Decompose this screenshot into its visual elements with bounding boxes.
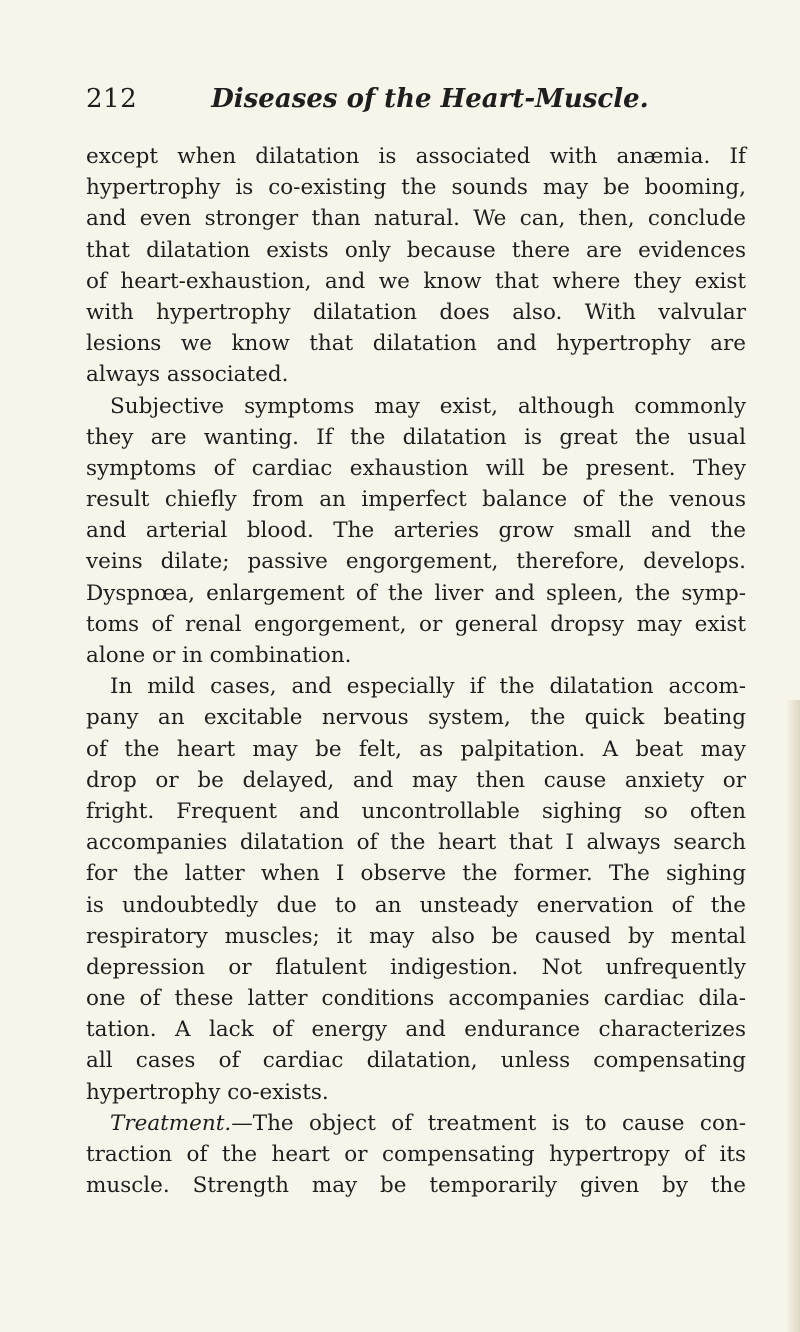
text-line: Subjective symptoms may exist, although commonly [110,393,746,419]
text-line: accompanies dilatation of the heart that I always search [86,830,746,856]
text-line: result chiefly from an imperfect balance of the venous [86,487,746,513]
text-line: and arterial blood. The arteries grow small and the [86,518,746,544]
page-edge-shadow [786,700,800,1332]
text-line: Dyspnœa, enlargement of the liver and spleen, the symp- [86,580,746,606]
text-line: that dilatation exists only because there are evidences [86,237,746,263]
page-number: 212 [86,84,138,114]
text-line: of heart-exhaustion, and we know that where they exist [86,268,746,294]
text-line: drop or be delayed, and may then cause anxiety or [86,767,746,793]
text-line: toms of renal engorgement, or general dropsy may exist [86,611,746,637]
text-line: hypertrophy co-exists. [86,1079,329,1105]
text-line: and even stronger than natural. We can, then, conclude [86,206,746,232]
text-line: one of these latter conditions accompanies cardiac dila- [86,986,746,1012]
text-line: except when dilatation is associated with anæmia. If [86,144,746,169]
text-line: In mild cases, and especially if the dilatation accom- [110,674,746,700]
text-line: tation. A lack of energy and endurance characterizes [86,1017,746,1043]
text-line: fright. Frequent and uncontrollable sighing so often [86,798,746,824]
text-line: pany an excitable nervous system, the quick beating [86,705,746,731]
text-line: for the latter when I observe the former. The sighing [86,861,746,887]
text-line: is undoubtedly due to an unsteady enervation of the [86,892,746,918]
text-line: muscle. Strength may be temporarily given by the [86,1173,746,1199]
text-line-treatment [86,1108,746,1139]
text-line: all cases of cardiac dilatation, unless compensating [86,1048,746,1074]
text-line: symptoms of cardiac exhaustion will be present. They [86,455,746,481]
running-head-title: Diseases of the Heart-Muscle. [211,84,649,114]
text-line: of the heart may be felt, as palpitation. A beat may [86,736,746,762]
treatment-text: —The object of treatment is to cause con- [231,1110,746,1136]
body-text [86,141,746,1201]
text-line: hypertrophy is co-existing the sounds may be booming, [86,175,746,201]
treatment-heading: Treatment. [110,1110,232,1136]
text-line: alone or in combination. [86,643,352,668]
text-line: respiratory muscles; it may also be caused by mental [86,923,746,949]
text-line: veins dilate; passive engorgement, therefore, develops. [86,549,746,575]
text-line: they are wanting. If the dilatation is great the usual [86,424,746,450]
text-line: with hypertrophy dilatation does also. With valvular [86,299,746,325]
text-line: traction of the heart or compensating hypertropy of its [86,1142,746,1167]
text-line: lesions we know that dilatation and hypertrophy are [86,331,746,357]
text-line: always associated. [86,362,289,388]
text-line: depression or flatulent indigestion. Not unfrequently [86,954,746,980]
